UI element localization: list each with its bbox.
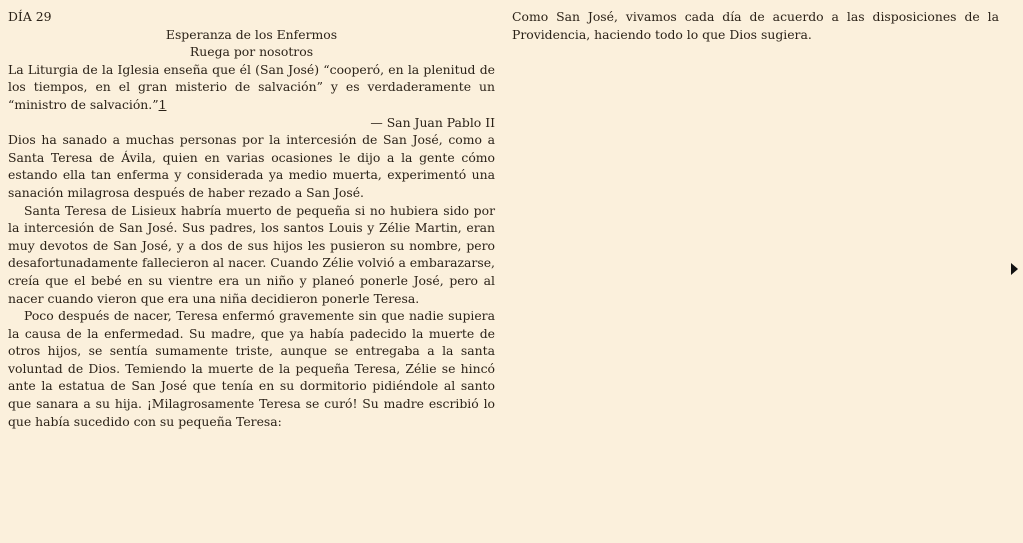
section-subtitle: Ruega por nosotros bbox=[189, 44, 314, 60]
intro-paragraph bbox=[8, 61, 495, 114]
intro-text: La Liturgia de la Iglesia enseña que él (San José) “cooperó, en la plenitud de los tiempos, en el gran misterio de salvación” y es verdaderamente un “ministro de salvación.” bbox=[8, 61, 495, 112]
section-title: Esperanza de los Enfermos bbox=[165, 26, 338, 42]
paragraph-2: Santa Teresa de Lisieux habría muerto de pequeña si no hubiera sido por la intercesión de San José. Sus padres, los santos Louis y Zélie Martin, eran muy devotos de San José, y a dos de sus hijos les pusieron su nombre, pero desafortunadamente fallecieron al nacer. Cuando Zélie volvió a embarazarse, creía que el bebé en su vientre era un niño y planeó ponerle José, pero al nacer cuando vieron que era una niña decidieron ponerle Teresa. bbox=[8, 202, 495, 306]
paragraph-6: Como San José, vivamos cada día de acuerdo a las disposiciones de la Providencia, haciendo todo lo que Dios sugiera. bbox=[512, 9, 999, 42]
next-page-arrow-icon[interactable] bbox=[1011, 263, 1018, 275]
left-column bbox=[8, 8, 495, 430]
paragraph-3: Poco después de nacer, Teresa enfermó gravemente sin que nadie supiera la causa de la enfermedad. Su madre, que ya había padecido la muerte de otros hijos, se sentía sumamente triste, aunque se entregaba a la santa voluntad de Dios. Temiendo la muerte de la pequeña Teresa, Zélie se hincó ante la estatua de San José que tenía en su dormitorio pidiéndole al santo que sanara a su hija. ¡Milagrosamente Teresa se curó! Su madre escribió lo que había sucedido con su pequeña Teresa: bbox=[8, 308, 495, 429]
paragraph-1: Dios ha sanado a muchas personas por la intercesión de San José, como a Santa Teresa de Ávila, quien en varias ocasiones le dijo a la gente cómo estando ella tan enferma y considerada ya medio muerta, experimentó una sanación milagrosa después de haber rezado a San José. bbox=[8, 132, 495, 200]
right-column bbox=[512, 8, 999, 43]
attribution-juan-pablo: — San Juan Pablo II bbox=[370, 114, 495, 130]
day-label: DÍA 29 bbox=[8, 9, 52, 24]
footnote-1-link[interactable]: 1 bbox=[158, 96, 167, 112]
